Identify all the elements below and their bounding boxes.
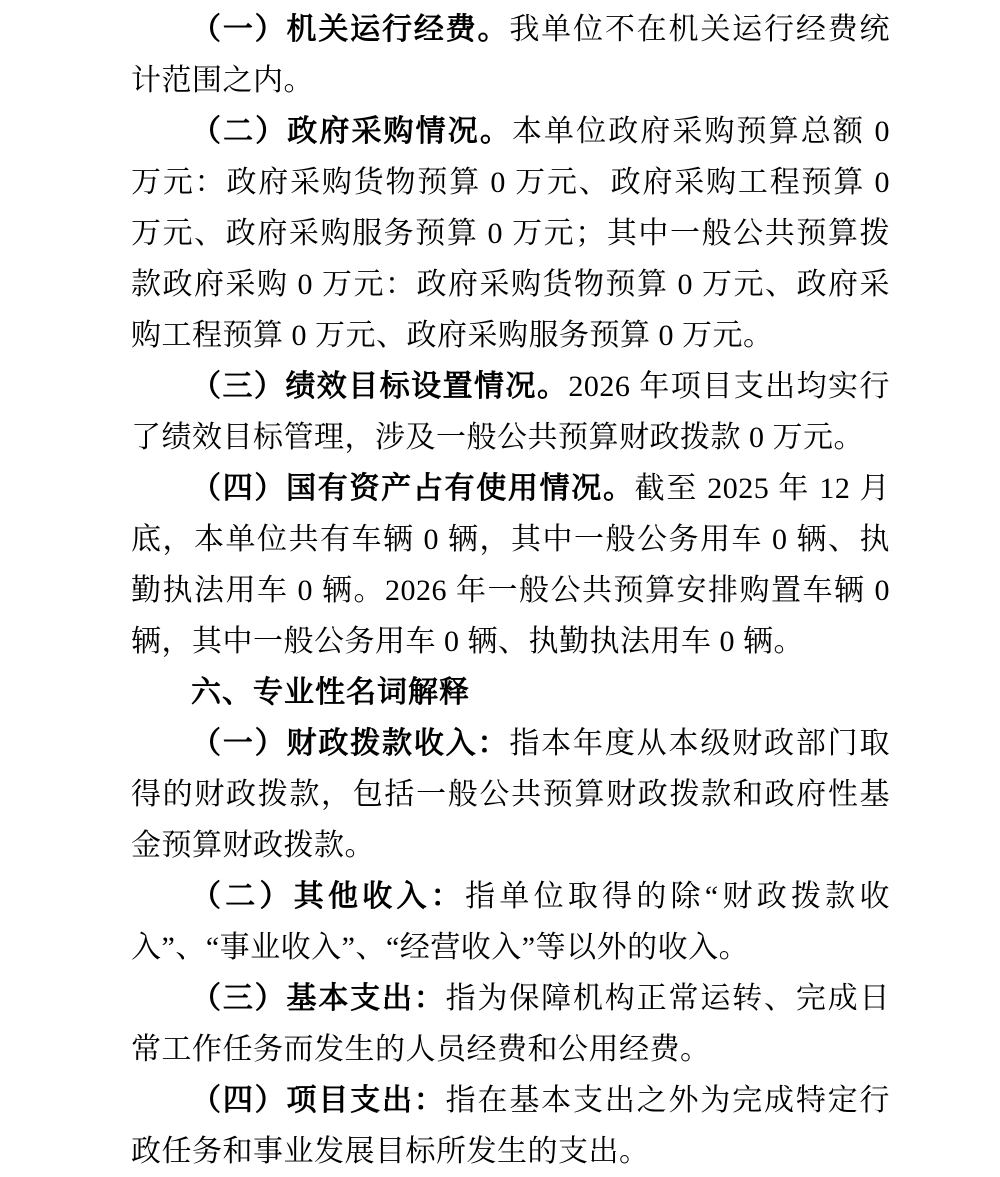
paragraph — [131, 463, 890, 667]
text-run: 指本年度从本级财政部门取得的财政拨款，包括一般公共预算财政拨款和政府性基金预算财政拨款。 — [131, 727, 891, 862]
text-run: 本单位政府采购预算总额 0 万元：政府采购货物预算 0 万元、政府采购工程预算 0 万元、政府采购服务预算 0 万元；其中一般公共预算拨款政府采购 0 万元：政府采购货物预算 0 万元、政府采购工程预算 0 万元、政府采购服务预算 0 万元。 — [131, 115, 891, 352]
text-run: 我单位不在机关运行经费统计范围之内。 — [131, 13, 891, 97]
text-run: 2026 年项目支出均实行了绩效目标管理，涉及一般公共预算财政拨款 0 万元。 — [131, 370, 891, 454]
text-run: 指单位取得的除“财政拨款收入”、“事业收入”、“经营收入”等以外的收入。 — [131, 880, 890, 964]
paragraph — [131, 871, 890, 973]
bold-run: （四）项目支出： — [191, 1084, 446, 1117]
paragraph — [131, 106, 890, 361]
bold-run: （二）其他收入： — [191, 880, 466, 913]
text-run: 指为保障机构正常运转、完成日常工作任务而发生的人员经费和公用经费。 — [131, 982, 891, 1066]
text-run: 指在基本支出之外为完成特定行政任务和事业发展目标所发生的支出。 — [131, 1084, 891, 1168]
paragraph — [131, 1075, 890, 1177]
document-body — [131, 4, 890, 1177]
paragraph — [131, 718, 890, 871]
bold-run: （三）基本支出： — [191, 982, 446, 1015]
bold-run: （一）财政拨款收入： — [191, 727, 510, 760]
text-run: 截至 2025 年 12 月底，本单位共有车辆 0 辆，其中一般公务用车 0 辆、执勤执法用车 0 辆。2026 年一般公共预算安排购置车辆 0 辆，其中一般公务用车 0 辆、执勤执法用车 0 辆。 — [131, 472, 891, 658]
bold-run: （三）绩效目标设置情况。 — [191, 370, 569, 403]
section-heading — [131, 667, 890, 718]
paragraph — [131, 361, 890, 463]
bold-run: （一）机关运行经费。 — [191, 13, 510, 46]
bold-run: （二）政府采购情况。 — [191, 115, 512, 148]
bold-run: 六、专业性名词解释 — [191, 676, 470, 709]
paragraph — [131, 4, 890, 106]
paragraph — [131, 973, 890, 1075]
bold-run: （四）国有资产占有使用情况。 — [191, 472, 635, 505]
